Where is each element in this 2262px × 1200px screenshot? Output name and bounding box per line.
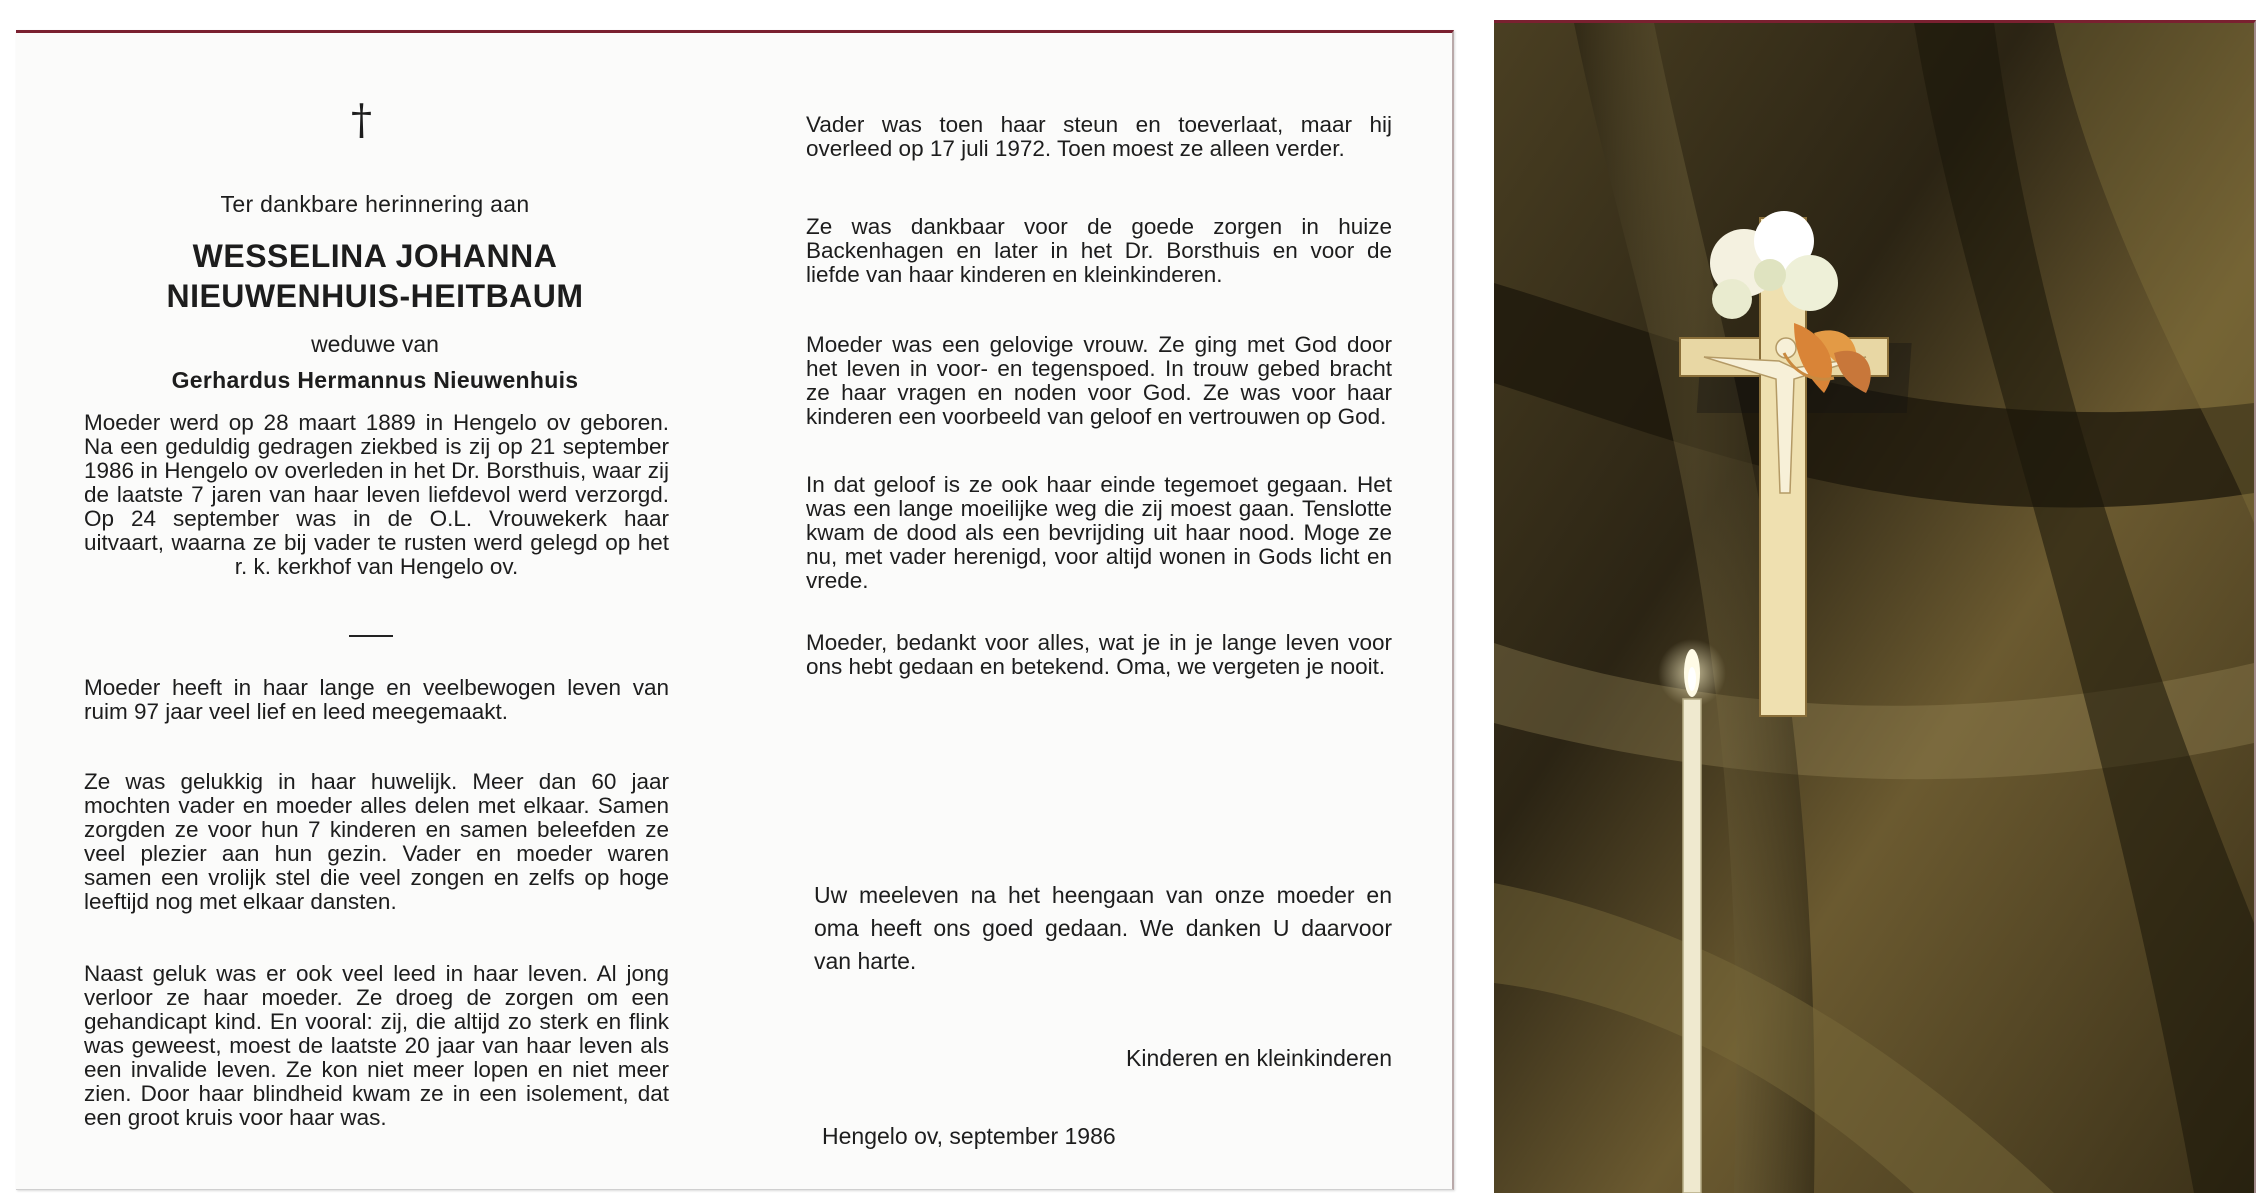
signature: Kinderen en kleinkinderen: [1126, 1045, 1392, 1071]
crucifix-with-flowers-and-candle-icon: [1494, 23, 2254, 1193]
cross-icon: †: [351, 95, 372, 144]
right-paragraph-2: Ze was dankbaar voor de goede zorgen in huize Backenhagen en later in het Dr. Borsthuis en voor de liefde van haar kinderen en kleinkinderen.: [806, 214, 1392, 287]
right-paragraph-4: In dat geloof is ze ook haar einde tegemoet gegaan. Het was een lange moeilijke weg die zij moest gaan. Tenslotte kwam de dood als een bevrijding uit haar nood. Moge ze nu, met vader herenigd, voor altijd wonen in Gods licht en vrede.: [806, 472, 1392, 593]
bio-paragraph: Moeder werd op 28 maart 1889 in Hengelo ov geboren. Na een geduldig gedragen ziekbed is zij op 21 september 1986 in Hengelo ov overleden in het Dr. Borsthuis, waar zij de laatste 7 jaren van haar leven liefdevol werd verzorgd. Op 24 september was in de O.L. Vrouwekerk haar uitvaart, waarna ze bij vader te rusten werd gelegd op het r. k. kerkhof van Hengelo ov.: [84, 410, 669, 579]
right-paragraph-5: Moeder, bedankt voor alles, wat je in je lange leven voor ons hebt gedaan en betekend. Oma, we vergeten je nooit.: [806, 630, 1392, 679]
left-paragraph-3: Naast geluk was er ook veel leed in haar leven. Al jong verloor ze haar moeder. Ze droeg de zorgen om een gehandicapt kind. En vooral: zij, die altijd zo sterk en flink was geweest, moest de laatste 20 jaar van haar leven als een invalide leven. Ze kon niet meer lopen en niet meer zien. Door haar blindheid kwam ze in een isolement, dat een groot kruis voor haar was.: [84, 961, 669, 1130]
in-memory-line: Ter dankbare herinnering aan: [220, 191, 530, 217]
thanks-paragraph: Uw meeleven na het heengaan van onze moeder en oma heeft ons goed gedaan. We danken U daarvoor van harte.: [814, 882, 1392, 974]
place-date: Hengelo ov, september 1986: [822, 1123, 1116, 1149]
widow-of-line: weduwe van: [311, 331, 439, 357]
deceased-name-last: NIEUWENHUIS-HEITBAUM: [166, 278, 584, 314]
memorial-card-text: [16, 30, 1454, 1190]
right-paragraph-3: Moeder was een gelovige vrouw. Ze ging met God door het leven in voor- en tegenspoed. In trouw gebed bracht ze haar vragen en noden voor God. Ze was voor haar kinderen een voorbeeld van geloof en vertrouwen op God.: [806, 332, 1392, 429]
left-paragraph-2: Ze was gelukkig in haar huwelijk. Meer dan 60 jaar mochten vader en moeder alles delen met elkaar. Samen zorgden ze voor hun 7 kinderen en samen beleefden ze veel plezier aan hun gezin. Vader en moeder waren samen een vrolijk stel die veel zongen en zelfs op hoge leeftijd nog met elkaar dansten.: [84, 769, 669, 914]
left-paragraph-1: Moeder heeft in haar lange en veelbewogen leven van ruim 97 jaar veel lief en leed meegemaakt.: [84, 675, 669, 724]
husband-name: Gerhardus Hermannus Nieuwenhuis: [171, 367, 579, 393]
deceased-name-first: WESSELINA JOHANNA: [192, 238, 558, 274]
separator-dash: [349, 635, 393, 637]
memorial-photo: [1494, 20, 2256, 1193]
right-paragraph-1: Vader was toen haar steun en toeverlaat, maar hij overleed op 17 juli 1972. Toen moest ze alleen verder.: [806, 112, 1392, 161]
